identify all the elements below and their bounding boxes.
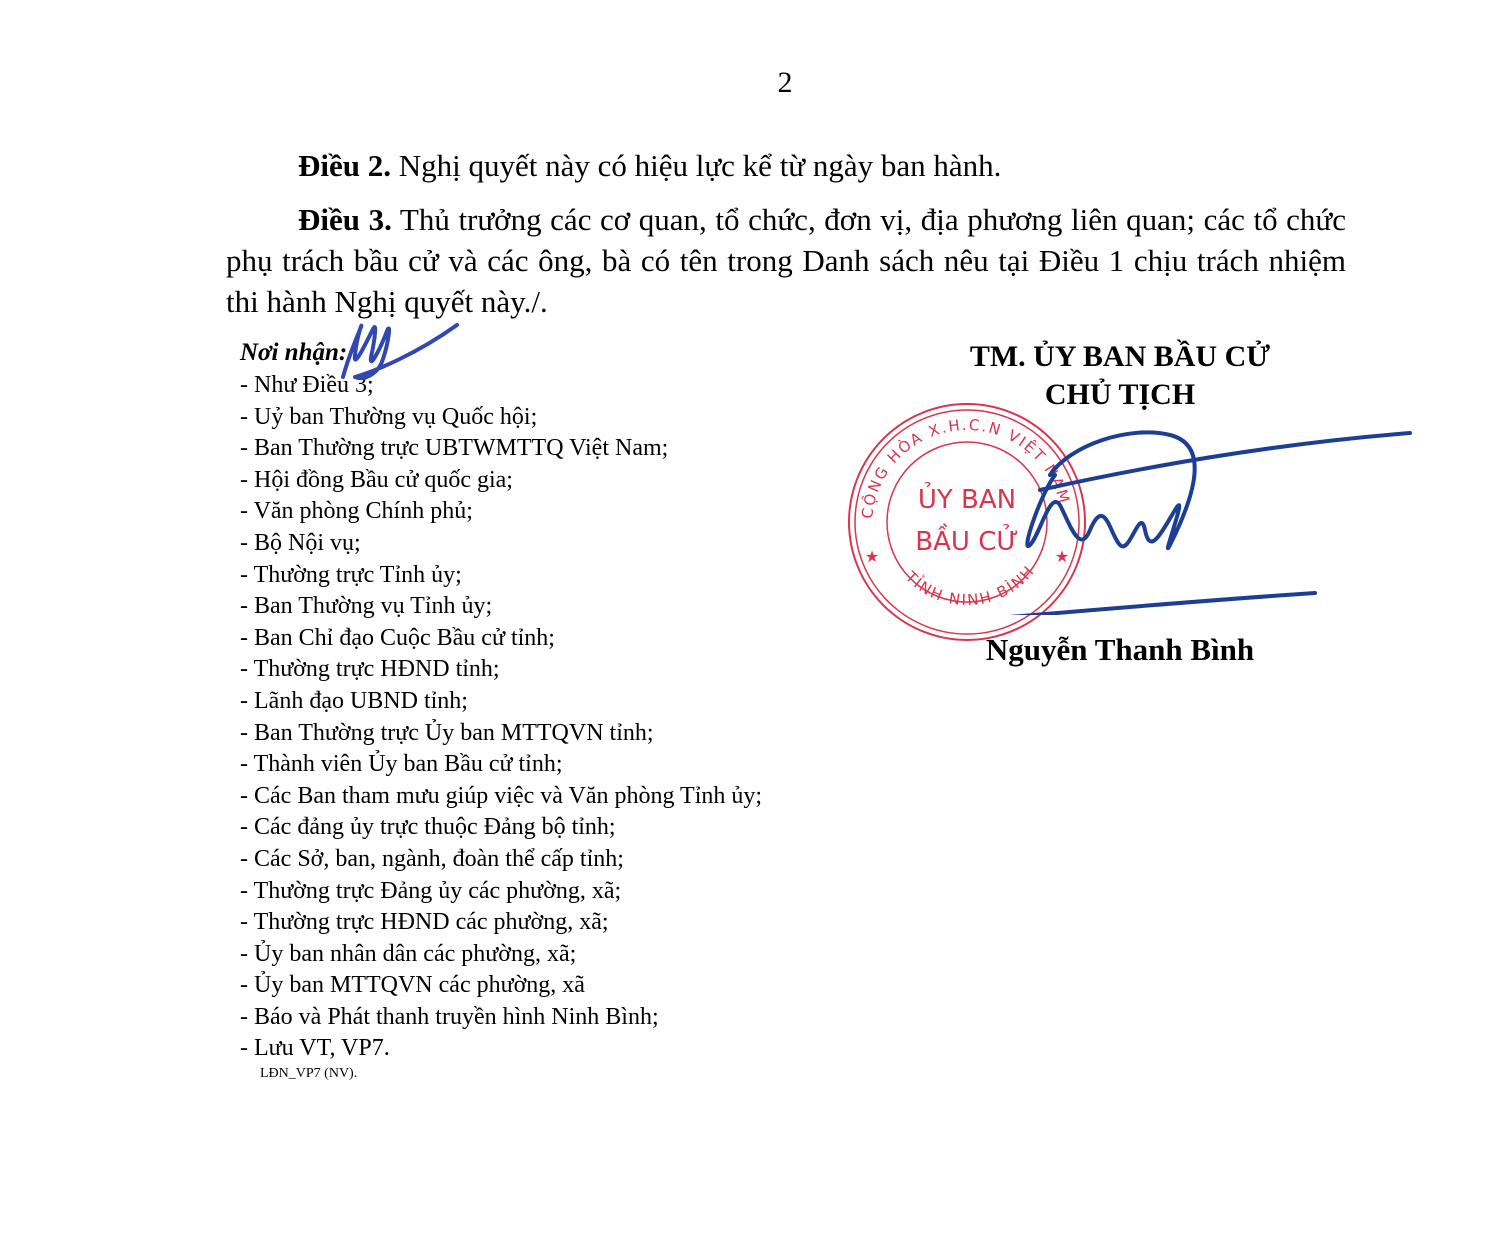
article-2-label: Điều 2. <box>298 148 391 183</box>
article-3-text: Thủ trưởng các cơ quan, tổ chức, đơn vị, địa phương liên quan; các tổ chức phụ trách bầu cử và các ông, bà có tên trong Danh sách nêu tại Điều 1 chịu trách nhiệm thi hành Nghị quyết này./. <box>226 202 1346 319</box>
signature-title-line1: TM. ỦY BAN BẦU CỬ <box>969 340 1271 373</box>
list-item: - Ban Thường trực Ủy ban MTTQVN tỉnh; <box>240 718 762 750</box>
list-item: - Như Điều 3; <box>240 370 762 402</box>
list-item: - Thường trực HĐND tỉnh; <box>240 654 762 686</box>
list-item: - Lưu VT, VP7. <box>240 1033 762 1065</box>
svg-text:TỈNH NINH BÌNH: TỈNH NINH BÌNH <box>901 561 1039 610</box>
recipients-title: Nơi nhận: <box>240 339 348 366</box>
list-item: - Các Ban tham mưu giúp việc và Văn phòng Tỉnh ủy; <box>240 781 762 813</box>
list-item: - Thành viên Ủy ban Bầu cử tỉnh; <box>240 749 762 781</box>
article-2 <box>226 145 1346 186</box>
list-item: - Thường trực HĐND các phường, xã; <box>240 907 762 939</box>
list-item: - Ủy ban MTTQVN các phường, xã <box>240 970 762 1002</box>
signer-name: Nguyễn Thanh Bình <box>985 632 1255 667</box>
list-item: - Uỷ ban Thường vụ Quốc hội; <box>240 402 762 434</box>
list-item: - Ban Thường vụ Tỉnh ủy; <box>240 591 762 623</box>
signature-title-line2: CHỦ TỊCH <box>1044 378 1196 411</box>
list-item: - Ban Chỉ đạo Cuộc Bầu cử tỉnh; <box>240 623 762 655</box>
page-number: 2 <box>777 66 793 99</box>
list-item: - Ban Thường trực UBTWMTTQ Việt Nam; <box>240 433 762 465</box>
list-item: - Báo và Phát thanh truyền hình Ninh Bình; <box>240 1002 762 1034</box>
list-item: - Văn phòng Chính phủ; <box>240 496 762 528</box>
svg-text:CỘNG HÒA X.H.C.N VIỆT NAM: CỘNG HÒA X.H.C.N VIỆT NAM <box>858 415 1074 520</box>
list-item: - Lãnh đạo UBND tỉnh; <box>240 686 762 718</box>
svg-text:★: ★ <box>864 549 880 566</box>
recipients-section <box>240 336 762 1083</box>
list-item: - Các đảng ủy trực thuộc Đảng bộ tỉnh; <box>240 812 762 844</box>
article-3-label: Điều 3. <box>298 202 392 237</box>
svg-text:BẦU CỬ: BẦU CỬ <box>915 527 1019 557</box>
article-3 <box>226 199 1346 322</box>
svg-text:ỦY BAN: ỦY BAN <box>917 485 1017 515</box>
list-item: - Bộ Nội vụ; <box>240 528 762 560</box>
list-item: - Thường trực Tỉnh ủy; <box>240 560 762 592</box>
handwritten-signature-icon <box>1010 415 1420 615</box>
list-item: - Hội đồng Bầu cử quốc gia; <box>240 465 762 497</box>
svg-text:★: ★ <box>1054 549 1070 566</box>
list-item: - Các Sở, ban, ngành, đoàn thể cấp tỉnh; <box>240 844 762 876</box>
list-item: - Thường trực Đảng ủy các phường, xã; <box>240 876 762 908</box>
list-item: - Ủy ban nhân dân các phường, xã; <box>240 939 762 971</box>
recipients-list <box>240 370 762 1065</box>
article-2-text: Nghị quyết này có hiệu lực kể từ ngày ban hành. <box>391 148 1002 183</box>
initials-signature-icon <box>335 315 460 395</box>
document-reference: LĐN_VP7 (NV). <box>260 1066 358 1082</box>
